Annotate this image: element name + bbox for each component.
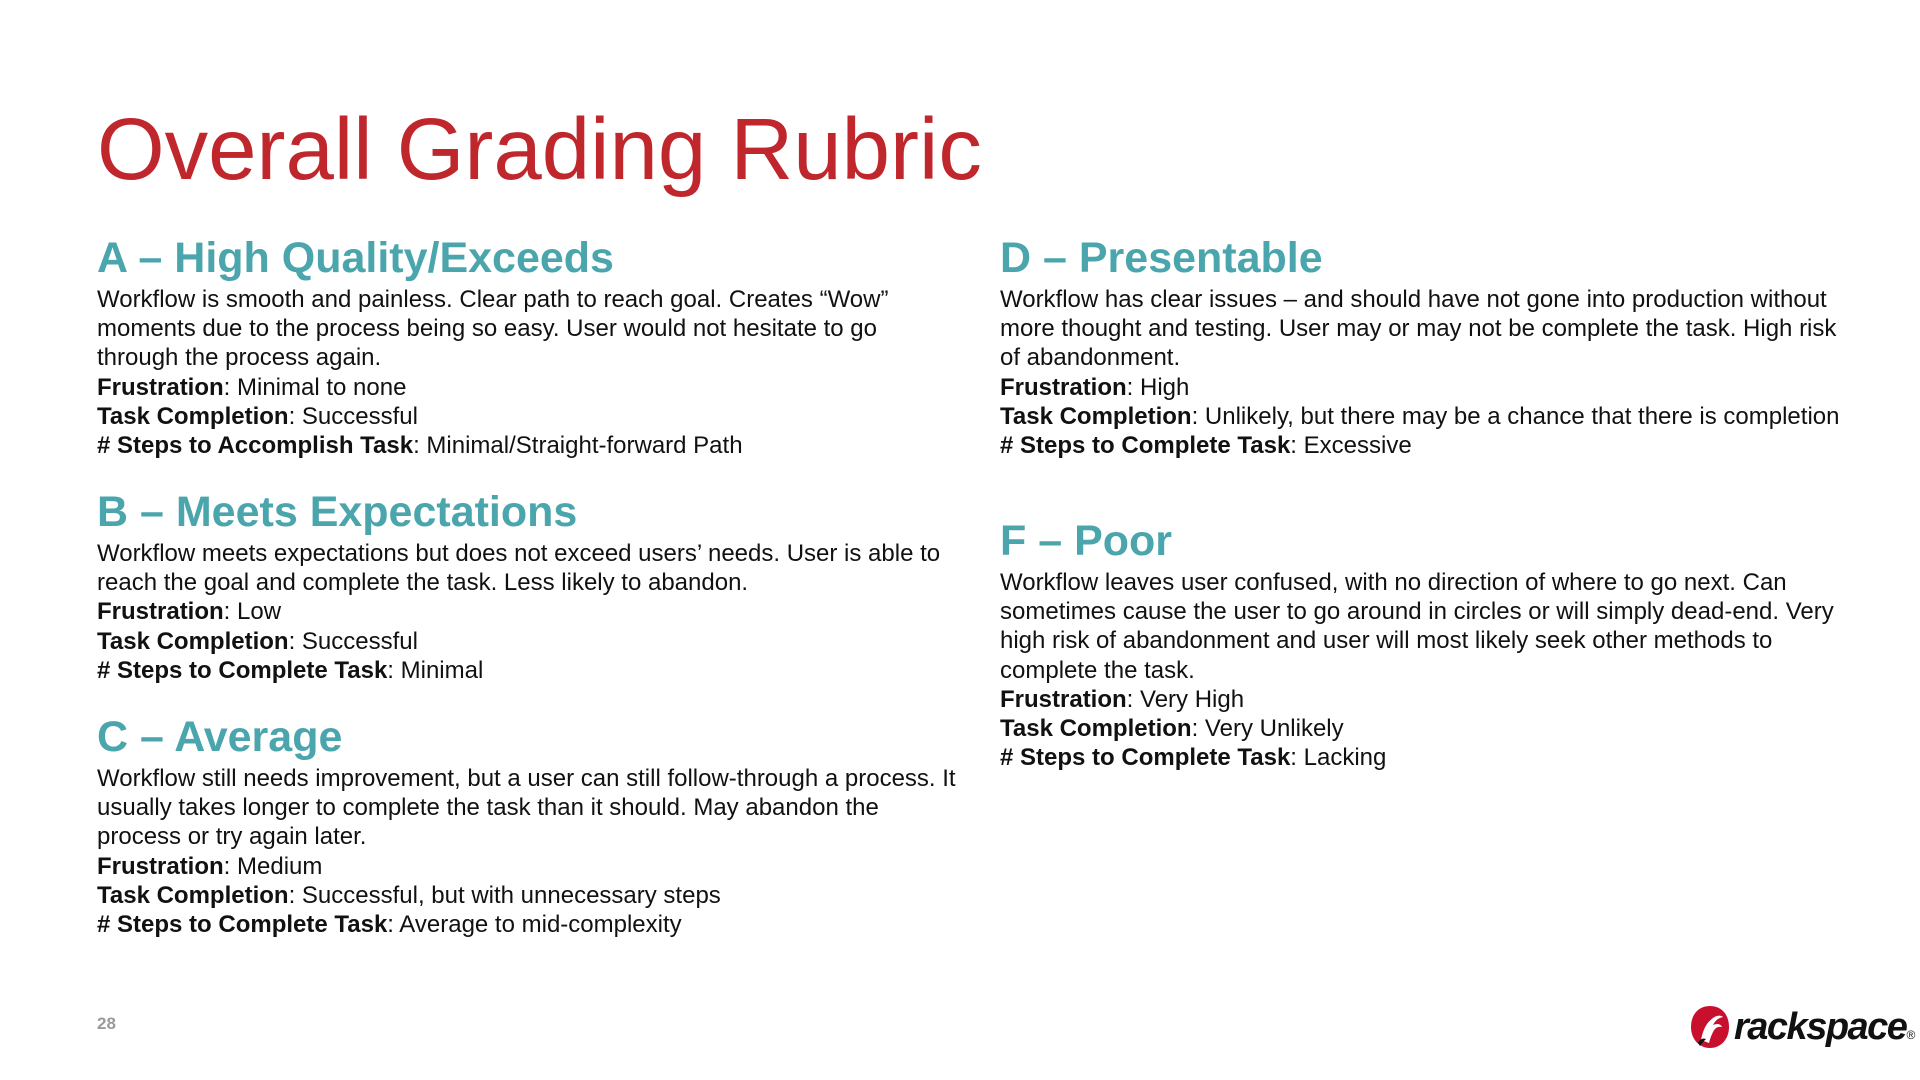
task-completion-label: Task Completion xyxy=(97,881,289,909)
grade-c-heading: C – Average xyxy=(97,713,343,761)
grade-c-frustration xyxy=(97,852,957,881)
task-completion-value: : Very Unlikely xyxy=(1191,715,1344,743)
grade-b-frustration xyxy=(97,597,957,626)
grade-a-steps xyxy=(97,431,957,460)
steps-label: # Steps to Complete Task xyxy=(1000,744,1291,772)
grade-a-section xyxy=(97,231,957,460)
task-completion-label: Task Completion xyxy=(97,627,289,655)
frustration-label: Frustration xyxy=(97,852,224,880)
steps-value: : Lacking xyxy=(1290,744,1387,772)
frustration-value: : Very High xyxy=(1126,685,1245,713)
grade-a-frustration xyxy=(97,373,957,402)
grade-c-section xyxy=(97,710,957,939)
grade-a-description: Workflow is smooth and painless. Clear path to reach goal. Creates “Wow” moments due to the process being so easy. User would not hesitate to go through the process again. xyxy=(97,286,889,372)
steps-label: # Steps to Complete Task xyxy=(97,656,388,684)
task-completion-label: Task Completion xyxy=(1000,715,1192,743)
grade-d-description: Workflow has clear issues – and should have not gone into production without more thought and testing. User may or may not be complete the task. High risk of abandonment. xyxy=(1000,286,1837,372)
page-number: 28 xyxy=(97,1014,116,1033)
grade-b-steps xyxy=(97,656,957,685)
steps-value: : Excessive xyxy=(1290,432,1412,460)
grade-f-section xyxy=(1000,514,1860,772)
grade-b-section xyxy=(97,485,957,685)
grade-c-steps xyxy=(97,910,957,939)
task-completion-label: Task Completion xyxy=(1000,402,1192,430)
grade-d-heading: D – Presentable xyxy=(1000,234,1323,282)
rackspace-logo xyxy=(1688,1002,1915,1052)
steps-label: # Steps to Accomplish Task xyxy=(97,432,414,460)
grade-f-steps xyxy=(1000,743,1860,772)
task-completion-label: Task Completion xyxy=(97,402,289,430)
trademark-symbol: ® xyxy=(1906,1028,1916,1042)
grade-b-description: Workflow meets expectations but does not exceed users’ needs. User is able to reach the goal and complete the task. Less likely to abandon. xyxy=(97,540,941,597)
frustration-value: : Low xyxy=(223,598,282,626)
frustration-value: : Medium xyxy=(223,852,323,880)
steps-value: : Minimal xyxy=(387,656,484,684)
grade-f-description: Workflow leaves user confused, with no direction of where to go next. Can sometimes cause the user to go around in circles or will simply dead-end. Very high risk of abandonment and user will most likely seek other methods to complete the task. xyxy=(1000,569,1834,684)
grade-b-task-completion xyxy=(97,627,957,656)
steps-value: : Minimal/Straight-forward Path xyxy=(413,432,743,460)
grade-a-task-completion xyxy=(97,402,957,431)
steps-value: : Average to mid-complexity xyxy=(387,911,682,939)
slide-title: Overall Grading Rubric xyxy=(97,101,982,198)
grade-f-heading: F – Poor xyxy=(1000,517,1173,565)
grade-f-frustration xyxy=(1000,685,1860,714)
rackspace-logo-icon xyxy=(1688,1003,1732,1051)
task-completion-value: : Successful xyxy=(288,627,418,655)
grade-d-section xyxy=(1000,231,1860,460)
frustration-label: Frustration xyxy=(97,373,224,401)
grade-d-task-completion xyxy=(1000,402,1860,431)
grade-f-task-completion xyxy=(1000,714,1860,743)
rackspace-logo-text: rackspace xyxy=(1734,1005,1907,1048)
grade-d-steps xyxy=(1000,431,1860,460)
task-completion-value: : Unlikely, but there may be a chance that there is completion xyxy=(1191,402,1840,430)
steps-label: # Steps to Complete Task xyxy=(97,911,388,939)
frustration-label: Frustration xyxy=(1000,373,1127,401)
task-completion-value: : Successful xyxy=(288,402,418,430)
grade-c-task-completion xyxy=(97,881,957,910)
grade-c-description: Workflow still needs improvement, but a user can still follow-through a process. It usually takes longer to complete the task than it should. May abandon the process or try again later. xyxy=(97,765,956,851)
frustration-label: Frustration xyxy=(1000,685,1127,713)
steps-label: # Steps to Complete Task xyxy=(1000,432,1291,460)
frustration-value: : High xyxy=(1126,373,1190,401)
grade-b-heading: B – Meets Expectations xyxy=(97,488,578,536)
task-completion-value: : Successful, but with unnecessary steps xyxy=(288,881,721,909)
grade-d-frustration xyxy=(1000,373,1860,402)
frustration-label: Frustration xyxy=(97,598,224,626)
grade-a-heading: A – High Quality/Exceeds xyxy=(97,234,614,282)
frustration-value: : Minimal to none xyxy=(223,373,407,401)
